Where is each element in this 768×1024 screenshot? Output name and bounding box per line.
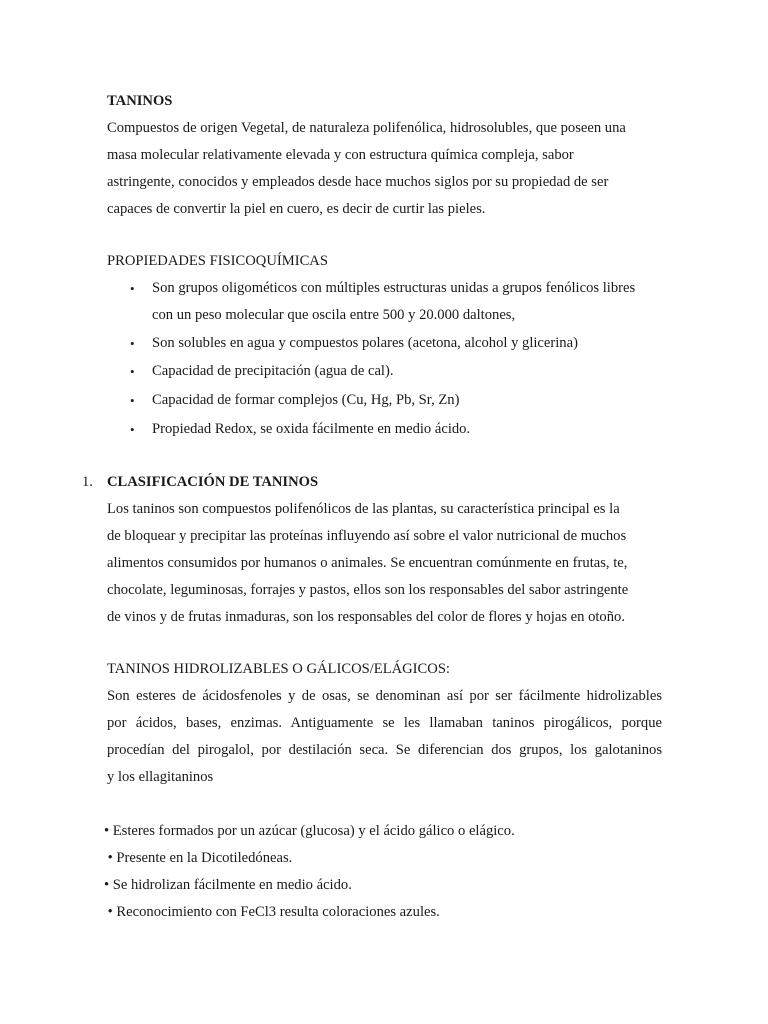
- list-item: Capacidad de formar complejos (Cu, Hg, Pb, Sr, Zn): [152, 392, 460, 408]
- paragraph-line: astringente, conocidos y empleados desde hace muchos siglos por su propiedad de ser: [107, 174, 609, 190]
- section-title-clasificacion: CLASIFICACIÓN DE TANINOS: [107, 474, 319, 490]
- bullet-icon: •: [130, 422, 135, 437]
- section-heading-hidrolizables: TANINOS HIDROLIZABLES O GÁLICOS/ELÁGICOS:: [107, 661, 450, 677]
- bullet-icon: •: [130, 364, 135, 379]
- section-number: 1.: [82, 474, 93, 490]
- paragraph-line: Son esteres de ácidosfenoles y de osas, se denominan así por ser fácilmente hidrolizables: [107, 688, 662, 704]
- list-item: Capacidad de precipitación (agua de cal).: [152, 363, 394, 379]
- list-item: Son grupos oligométicos con múltiples estructuras unidas a grupos fenólicos libres: [152, 280, 636, 296]
- paragraph-line: alimentos consumidos por humanos o animales. Se encuentran comúnmente en frutas, te,: [107, 555, 628, 571]
- paragraph-line: capaces de convertir la piel en cuero, es decir de curtir las pieles.: [107, 201, 486, 217]
- list-item: Propiedad Redox, se oxida fácilmente en medio ácido.: [152, 421, 471, 437]
- section-heading-propiedades: PROPIEDADES FISICOQUÍMICAS: [107, 253, 328, 269]
- paragraph-line: de vinos y de frutas inmaduras, son los responsables del color de flores y hojas en otoño.: [107, 609, 625, 625]
- list-item: • Se hidrolizan fácilmente en medio ácido.: [104, 877, 352, 893]
- paragraph-line: chocolate, leguminosas, forrajes y pastos, ellos son los responsables del sabor astringente: [107, 582, 629, 598]
- paragraph-line: masa molecular relativamente elevada y con estructura química compleja, sabor: [107, 147, 574, 163]
- list-item: • Esteres formados por un azúcar (glucosa) y el ácido gálico o elágico.: [104, 823, 515, 839]
- bullet-icon: •: [130, 281, 135, 296]
- list-item: Son solubles en agua y compuestos polares (acetona, alcohol y glicerina): [152, 335, 578, 351]
- paragraph-line: por ácidos, bases, enzimas. Antiguamente se les llamaban taninos pirogálicos, porque: [107, 715, 662, 731]
- list-item: • Reconocimiento con FeCl3 resulta coloraciones azules.: [104, 904, 440, 920]
- bullet-icon: •: [130, 393, 135, 408]
- list-item-continuation: con un peso molecular que oscila entre 500 y 20.000 daltones,: [152, 307, 516, 323]
- paragraph-line: Los taninos son compuestos polifenólicos de las plantas, su característica principal es la: [107, 501, 620, 517]
- section-title-taninos: TANINOS: [107, 93, 173, 109]
- paragraph-line: y los ellagitaninos: [107, 769, 214, 785]
- list-item: • Presente en la Dicotiledóneas.: [104, 850, 293, 866]
- bullet-icon: •: [130, 336, 135, 351]
- paragraph-line: Compuestos de origen Vegetal, de naturaleza polifenólica, hidrosolubles, que poseen una: [107, 120, 626, 136]
- paragraph-line: procedían del pirogalol, por destilación seca. Se diferencian dos grupos, los galotaninos: [107, 742, 662, 758]
- paragraph-line: de bloquear y precipitar las proteínas influyendo así sobre el valor nutricional de muchos: [107, 528, 627, 544]
